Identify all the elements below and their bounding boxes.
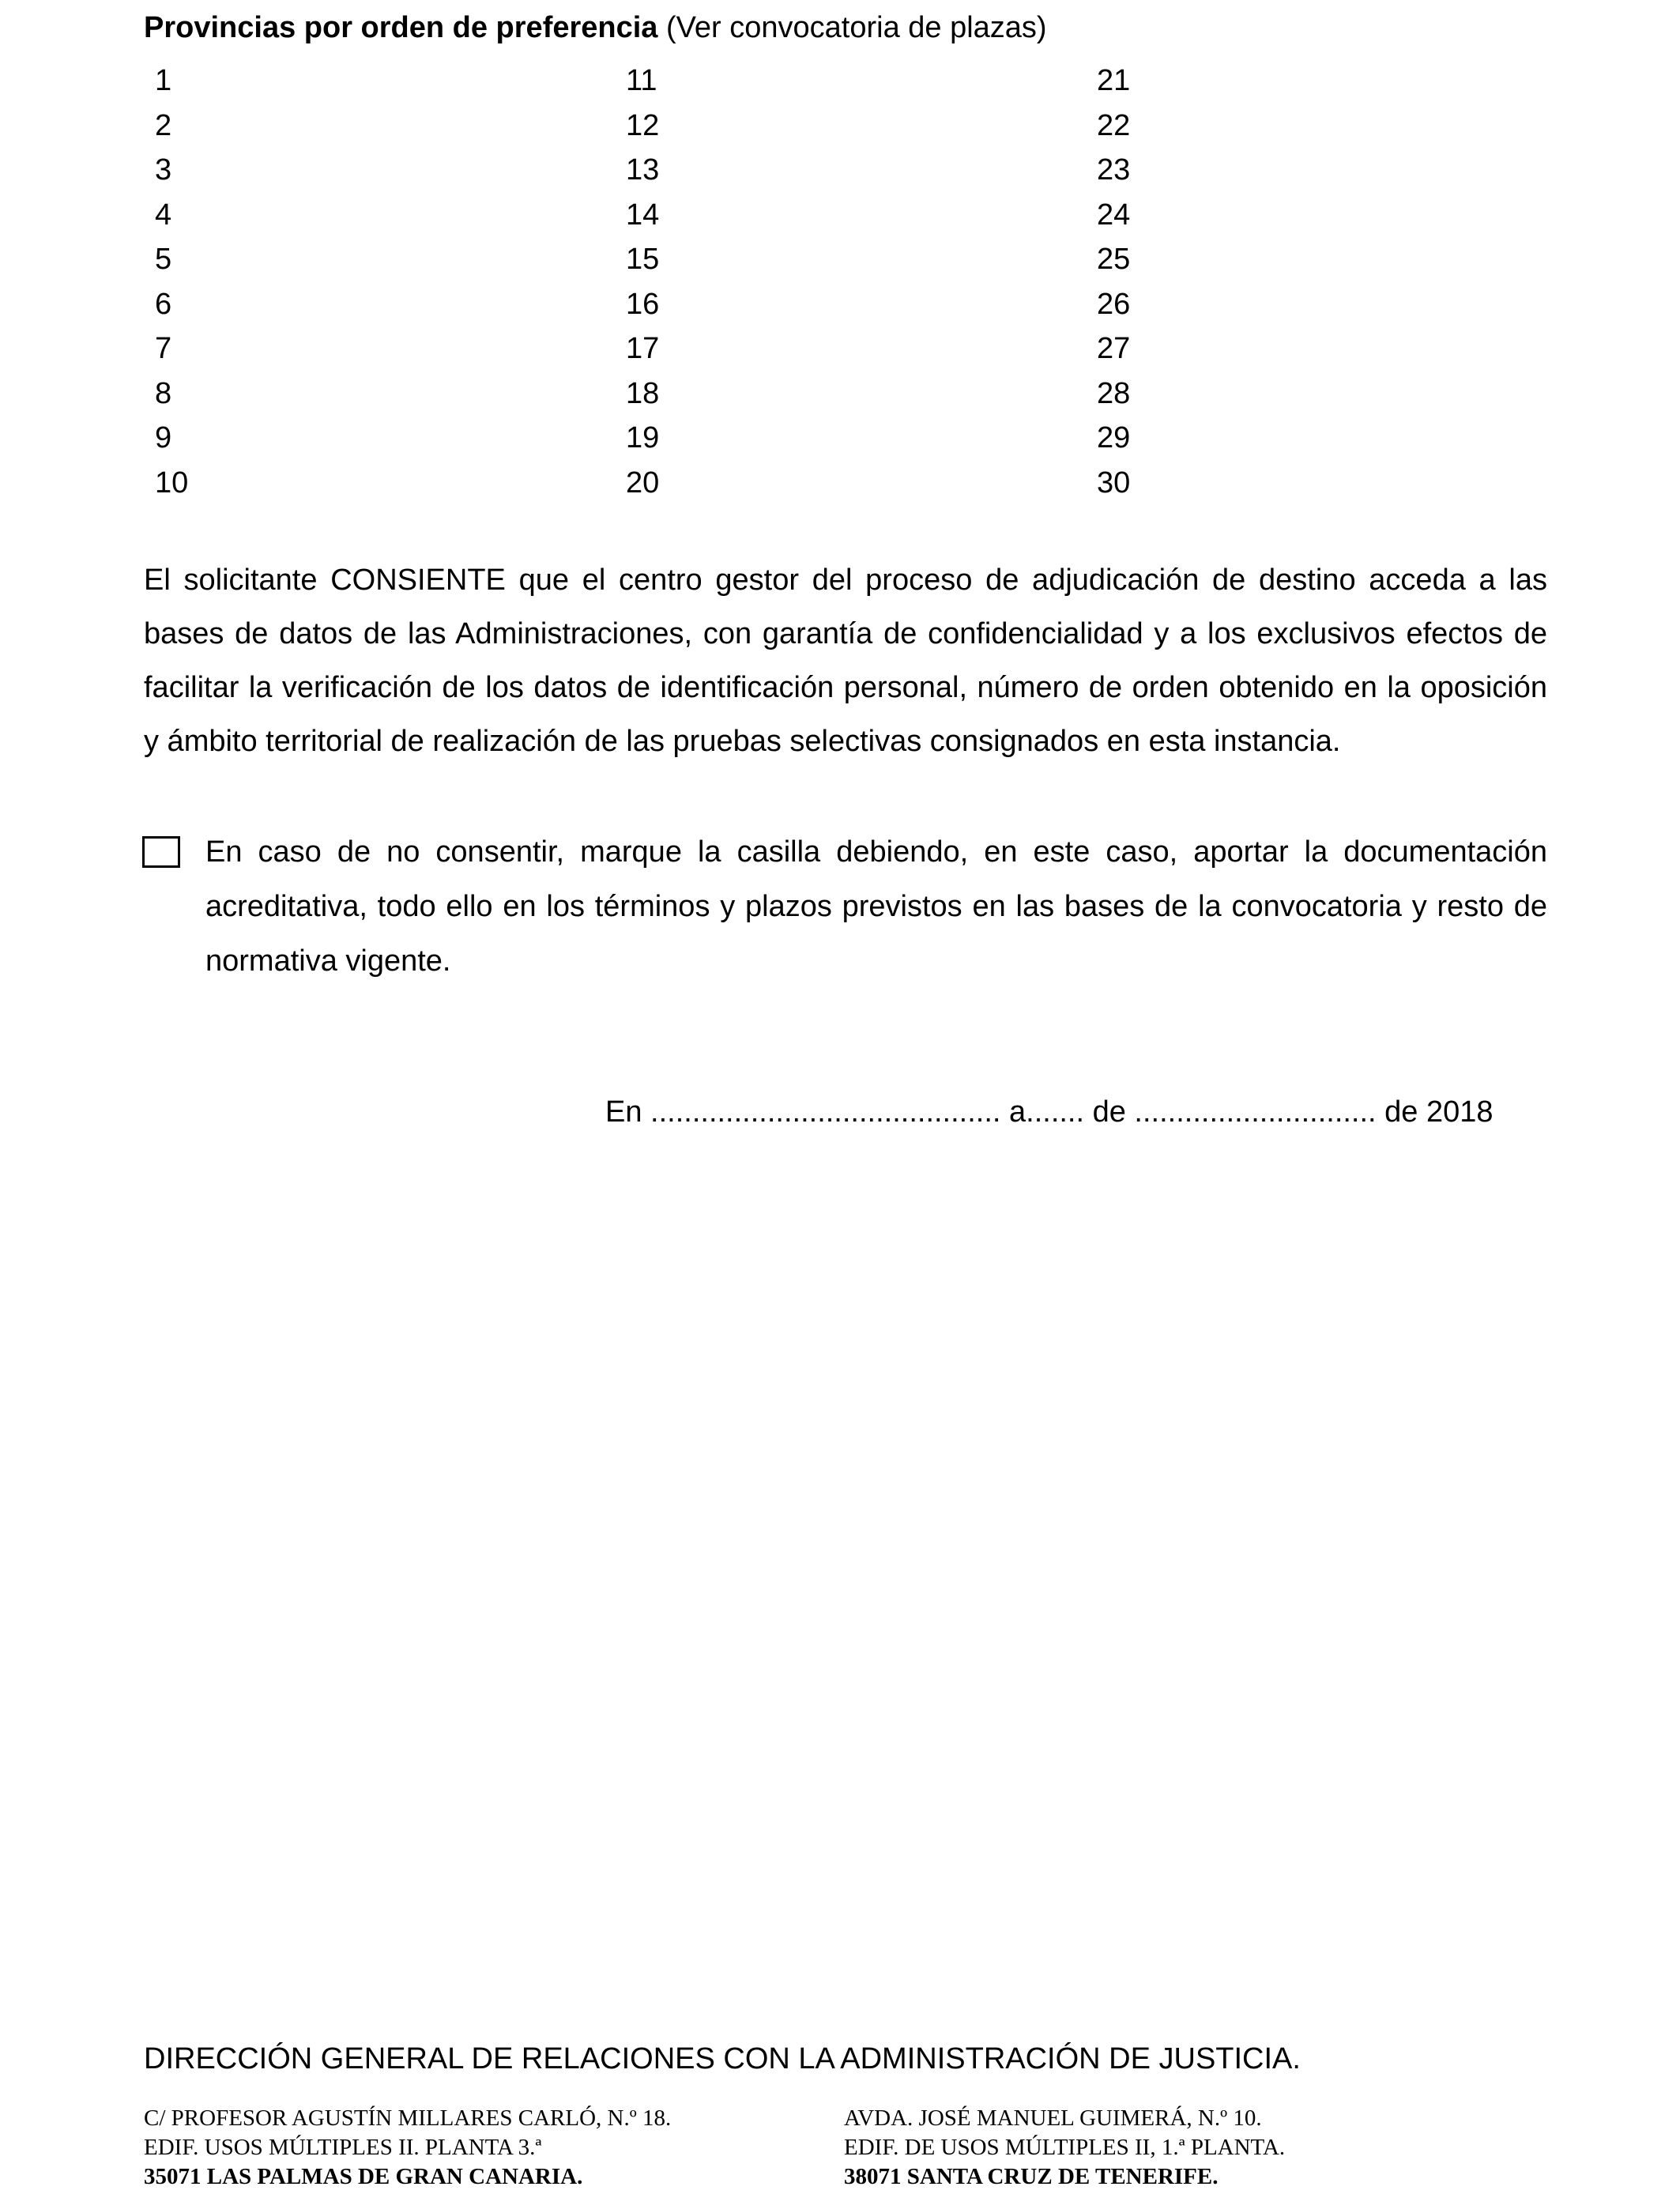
province-number: 18 [626,376,660,410]
address-postal-line: 38071 SANTA CRUZ DE TENERIFE. [844,2164,1219,2189]
address-line: C/ PROFESOR AGUSTÍN MILLARES CARLÓ, N.º 18. [144,2105,672,2131]
province-number: 21 [1097,64,1131,97]
province-number: 28 [1097,376,1131,410]
province-column-3 [1097,62,1130,508]
province-number: 4 [155,198,172,232]
title-note: (Ver convocatoria de plazas) [666,11,1047,44]
footer-title: DIRECCIÓN GENERAL DE RELACIONES CON LA ADMINISTRACIÓN DE JUSTICIA. [144,2042,1301,2075]
consent-paragraph: El solicitante CONSIENTE que el centro gestor del proceso de adjudicación de destino acceda a las bases de datos de las Administraciones, con garantía de confidencialidad y a los exclusivos efectos de facilitar la verificación de los datos de identificación personal, número de orden obtenido en la oposición y ámbito territorial de realización de las pruebas selectivas consignados en esta instancia. [144,564,1547,758]
address-postal-line: 35071 LAS PALMAS DE GRAN CANARIA. [144,2164,583,2189]
province-number: 23 [1097,153,1131,187]
province-number: 8 [155,376,172,410]
province-number: 30 [1097,466,1131,499]
province-number: 14 [626,198,660,232]
province-column-1 [155,62,188,508]
province-number: 20 [626,466,660,499]
province-number: 10 [155,466,189,499]
no-consent-text: En caso de no consentir, marque la casilla debiendo, en este caso, aportar la documentación acreditativa, todo ello en los términos y plazos previstos en las bases de la convocatoria y resto de normativa vigente. [205,835,1547,978]
province-number: 2 [155,108,172,142]
province-number: 6 [155,287,172,321]
address-line: EDIF. DE USOS MÚLTIPLES II, 1.ª PLANTA. [844,2135,1286,2160]
province-number: 24 [1097,198,1131,232]
province-number: 7 [155,332,172,365]
province-number: 26 [1097,287,1131,321]
no-consent-checkbox[interactable] [142,836,180,868]
province-number: 5 [155,243,172,276]
province-number: 1 [155,64,172,97]
province-number: 15 [626,243,660,276]
address-line: EDIF. USOS MÚLTIPLES II. PLANTA 3.ª [144,2135,542,2160]
province-number: 12 [626,108,660,142]
province-number: 25 [1097,243,1131,276]
province-column-2 [626,62,659,508]
province-number: 22 [1097,108,1131,142]
date-place-line: En .......................................... a....... de ............................. de 2018 [605,1095,1494,1129]
page-title [144,9,1047,46]
province-number: 3 [155,153,172,187]
province-number: 19 [626,421,660,454]
title-bold: Provincias por orden de preferencia [144,11,658,44]
address-las-palmas [144,2104,671,2192]
address-santa-cruz [844,2104,1285,2192]
province-number: 9 [155,421,172,454]
province-number: 11 [626,64,657,97]
province-number: 13 [626,153,660,187]
province-number: 17 [626,332,660,365]
province-number: 29 [1097,421,1131,454]
address-line: AVDA. JOSÉ MANUEL GUIMERÁ, N.º 10. [844,2105,1262,2131]
province-number: 16 [626,287,660,321]
province-number: 27 [1097,332,1131,365]
